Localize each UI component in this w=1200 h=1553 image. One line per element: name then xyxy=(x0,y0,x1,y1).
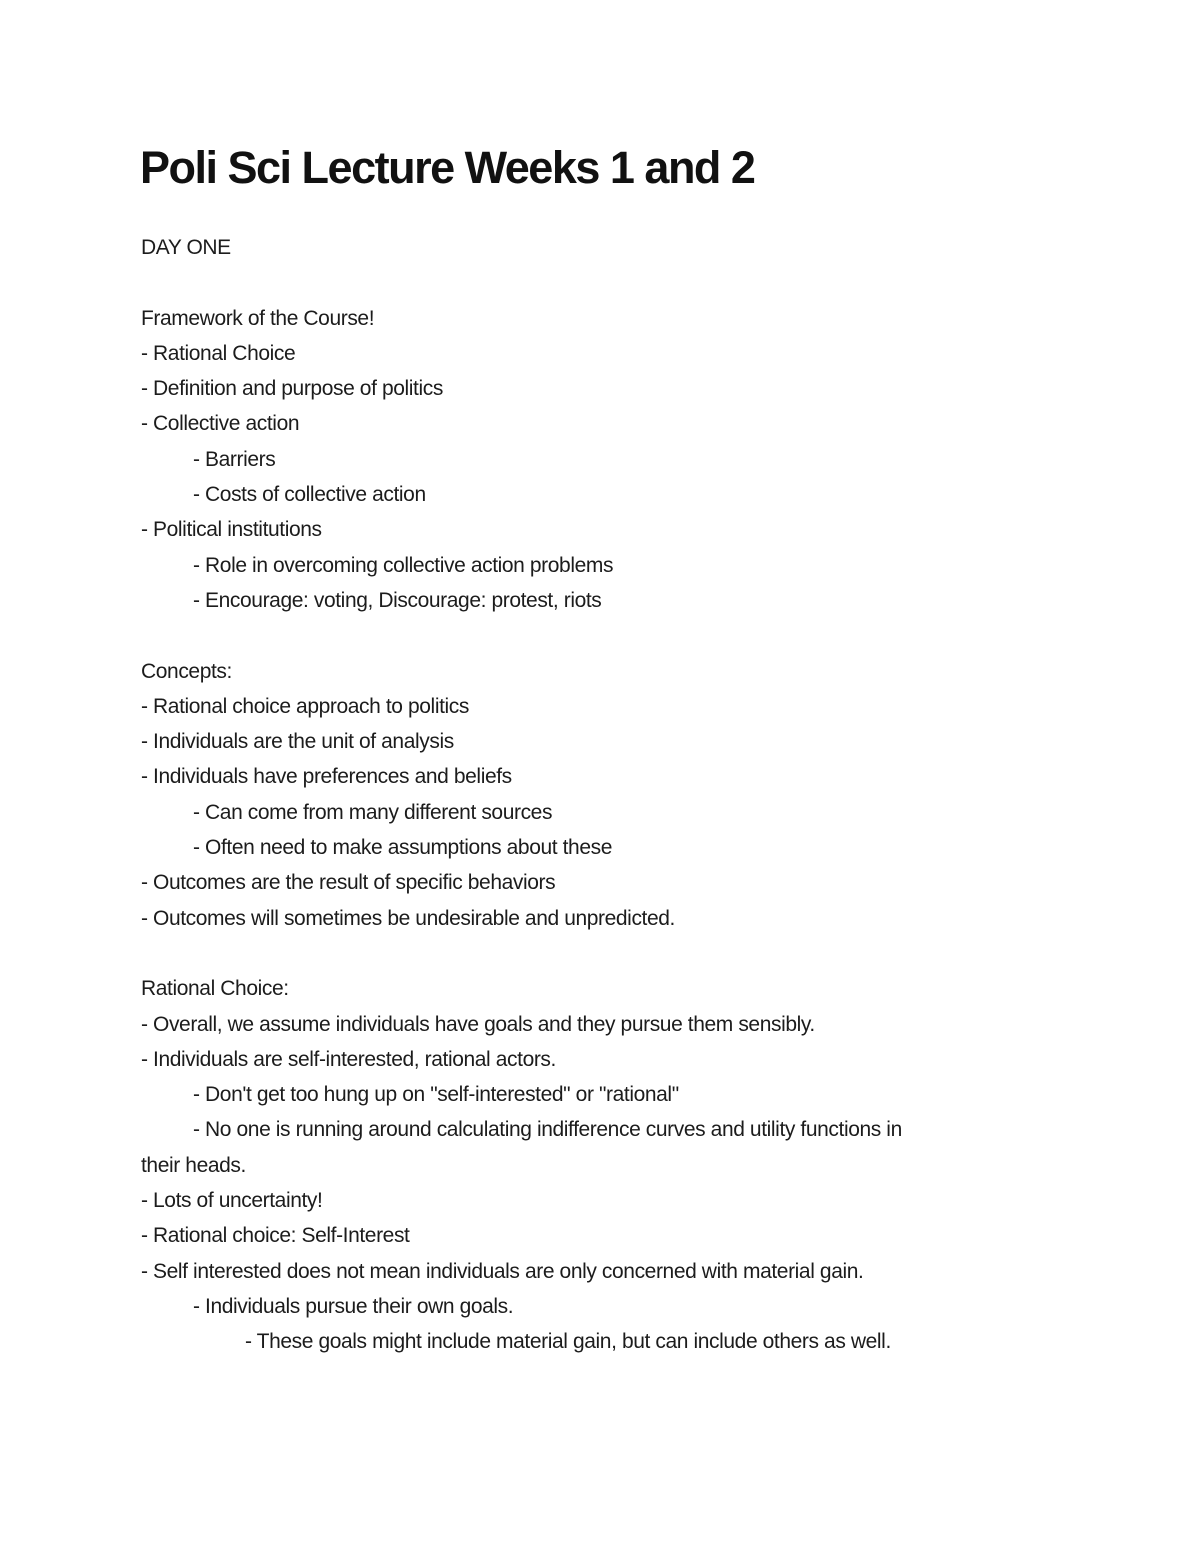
framework-item: - Definition and purpose of politics xyxy=(141,377,443,401)
concepts-item: - Outcomes will sometimes be undesirable and unpredicted. xyxy=(141,906,675,930)
page-title: Poli Sci Lecture Weeks 1 and 2 xyxy=(140,142,755,193)
rational-choice-subitem: - No one is running around calculating indifference curves and utility functions in xyxy=(193,1118,902,1142)
day-heading: DAY ONE xyxy=(141,236,231,259)
rational-choice-item: - Individuals are self-interested, rational actors. xyxy=(141,1047,556,1071)
rational-choice-subitem-continued: their heads. xyxy=(141,1153,246,1177)
concepts-item: - Individuals have preferences and beliefs xyxy=(141,765,512,789)
rational-choice-item: - Self interested does not mean individuals are only concerned with material gain. xyxy=(141,1259,864,1283)
framework-subitem: - Costs of collective action xyxy=(193,483,426,507)
blank-line xyxy=(141,936,1061,971)
rational-choice-subitem: - Don't get too hung up on "self-interested" or "rational" xyxy=(193,1083,679,1107)
document-body xyxy=(141,230,1061,1360)
concepts-item: - Rational choice approach to politics xyxy=(141,694,469,718)
rational-choice-heading: Rational Choice: xyxy=(141,977,289,1001)
blank-line xyxy=(141,265,1061,300)
rational-choice-subsubitem: - These goals might include material gain, but can include others as well. xyxy=(245,1330,891,1354)
concepts-heading: Concepts: xyxy=(141,659,232,683)
framework-subitem: - Barriers xyxy=(193,447,276,471)
concepts-item: - Individuals are the unit of analysis xyxy=(141,730,454,754)
concepts-item: - Outcomes are the result of specific behaviors xyxy=(141,871,556,895)
framework-subitem: - Role in overcoming collective action problems xyxy=(193,553,614,577)
rational-choice-item: - Rational choice: Self-Interest xyxy=(141,1224,410,1248)
framework-item: - Collective action xyxy=(141,412,300,436)
rational-choice-item: - Lots of uncertainty! xyxy=(141,1189,323,1213)
framework-item: - Political institutions xyxy=(141,518,322,542)
framework-subitem: - Encourage: voting, Discourage: protest, riots xyxy=(193,588,602,612)
rational-choice-item: - Overall, we assume individuals have goals and they pursue them sensibly. xyxy=(141,1012,815,1036)
blank-line xyxy=(141,618,1061,653)
concepts-subitem: - Can come from many different sources xyxy=(193,800,553,824)
concepts-subitem: - Often need to make assumptions about these xyxy=(193,836,612,860)
rational-choice-subitem: - Individuals pursue their own goals. xyxy=(193,1294,514,1318)
framework-item: - Rational Choice xyxy=(141,341,296,365)
framework-heading: Framework of the Course! xyxy=(141,306,375,330)
